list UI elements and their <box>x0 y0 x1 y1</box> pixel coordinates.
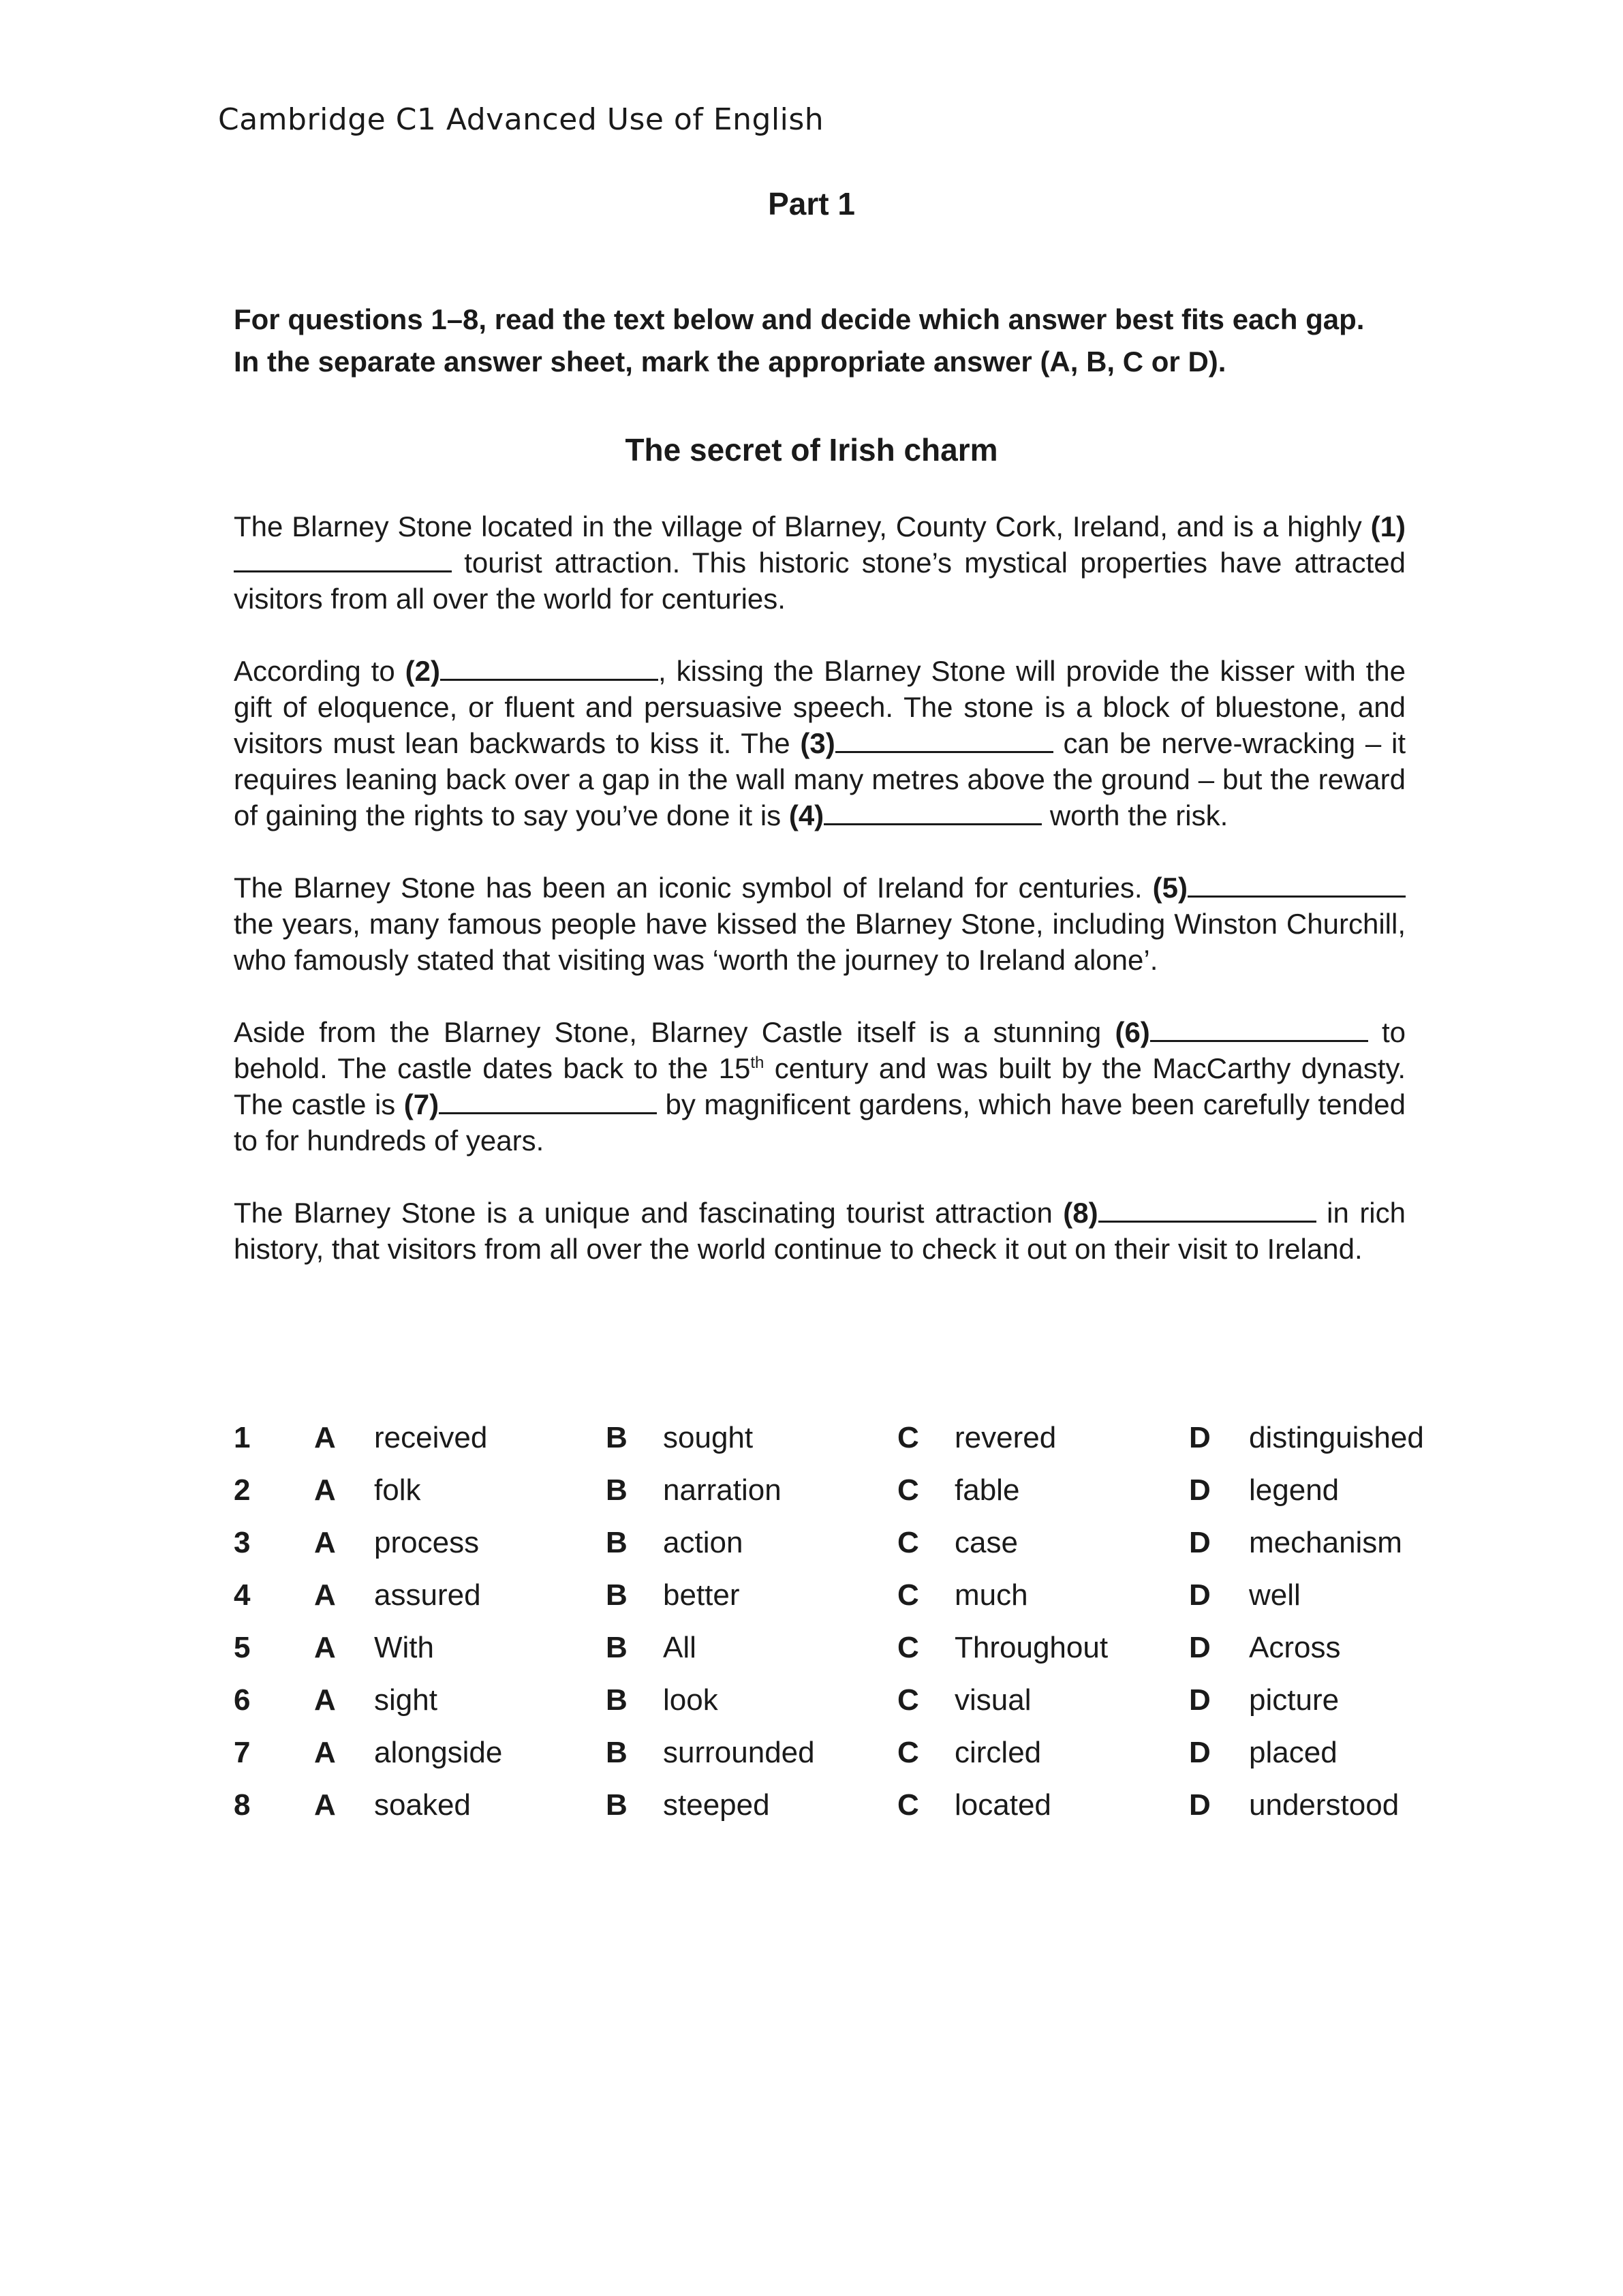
option-c: revered <box>955 1421 1057 1454</box>
gap-1-label: (1) <box>1370 510 1406 542</box>
option-letter-b: B <box>606 1473 628 1507</box>
option-a: sight <box>374 1683 437 1717</box>
option-c: case <box>955 1526 1018 1559</box>
option-a: folk <box>374 1473 421 1507</box>
option-letter-a: A <box>314 1473 336 1507</box>
option-letter-c: C <box>897 1631 919 1664</box>
option-letter-b: B <box>606 1788 628 1822</box>
gap-3-blank <box>835 731 1053 753</box>
instructions <box>234 299 1406 383</box>
paragraph-3: The Blarney Stone has been an iconic symbol of Ireland for centuries. (5) the years, many famous people have kissed the Blarney Stone, including Winston Churchill, who famously stated that visiting was ‘worth the journey to Ireland alone’. <box>234 872 1406 976</box>
gap-1-blank <box>234 550 452 572</box>
gap-2-label: (2) <box>405 655 440 687</box>
option-letter-d: D <box>1189 1683 1211 1717</box>
option-letter-a: A <box>314 1421 336 1454</box>
instructions-line-2: In the separate answer sheet, mark the appropriate answer (A, B, C or D). <box>234 346 1226 378</box>
option-letter-d: D <box>1189 1788 1211 1822</box>
option-letter-c: C <box>897 1736 919 1769</box>
option-d: legend <box>1249 1473 1340 1507</box>
option-b: sought <box>663 1421 754 1454</box>
question-number: 3 <box>234 1526 251 1559</box>
option-letter-d: D <box>1189 1421 1211 1454</box>
paragraph-1: The Blarney Stone located in the village of Blarney, County Cork, Ireland, and is a highly (1) tourist attraction. This historic stone’s mystical properties have attracted visitors from all over the world for centuries. <box>234 510 1406 615</box>
option-letter-d: D <box>1189 1578 1211 1612</box>
option-c: circled <box>955 1736 1042 1769</box>
option-b: steeped <box>663 1788 770 1822</box>
option-c: located <box>955 1788 1051 1822</box>
question-number: 4 <box>234 1578 251 1612</box>
option-a: received <box>374 1421 488 1454</box>
gap-2-blank <box>440 658 658 681</box>
option-letter-c: C <box>897 1683 919 1717</box>
question-number: 8 <box>234 1788 251 1822</box>
instructions-line-1: For questions 1–8, read the text below and decide which answer best fits each gap. <box>234 303 1365 335</box>
question-number: 6 <box>234 1683 251 1717</box>
option-letter-b: B <box>606 1683 628 1717</box>
option-d: well <box>1249 1578 1301 1612</box>
gap-6-blank <box>1150 1020 1368 1042</box>
paragraph-2: According to (2) , kissing the Blarney Stone will provide the kisser with the gift of eloquence, or fluent and persuasive speech. The stone is a block of bluestone, and visitors must lean backwards to kiss it. The (3) can be nerve-wracking – it requires leaning back over a gap in the wall many metres above the ground – but the reward of gaining the rights to say you’ve done it is (4) worth the risk. <box>234 655 1406 831</box>
option-letter-c: C <box>897 1473 919 1507</box>
question-number: 5 <box>234 1631 251 1664</box>
option-a: process <box>374 1526 480 1559</box>
gap-8-blank <box>1098 1200 1316 1223</box>
gap-8-label: (8) <box>1063 1197 1098 1229</box>
option-letter-b: B <box>606 1421 628 1454</box>
option-d: placed <box>1249 1736 1338 1769</box>
option-c: visual <box>955 1683 1032 1717</box>
gap-7-label: (7) <box>403 1088 439 1120</box>
option-d: mechanism <box>1249 1526 1402 1559</box>
passage <box>234 508 1406 1303</box>
paragraph-5: The Blarney Stone is a unique and fascinating tourist attraction (8) in rich history, that visitors from all over the world continue to check it out on their visit to Ireland. <box>234 1197 1406 1265</box>
option-c: Throughout <box>955 1631 1109 1664</box>
gap-6-label: (6) <box>1115 1016 1150 1048</box>
option-c: much <box>955 1578 1028 1612</box>
option-b: better <box>663 1578 740 1612</box>
option-letter-b: B <box>606 1578 628 1612</box>
option-letter-d: D <box>1189 1473 1211 1507</box>
option-d: Across <box>1249 1631 1341 1664</box>
option-letter-b: B <box>606 1736 628 1769</box>
option-letter-c: C <box>897 1578 919 1612</box>
option-b: action <box>663 1526 743 1559</box>
option-c: fable <box>955 1473 1020 1507</box>
gap-5-blank <box>1188 875 1406 898</box>
option-letter-d: D <box>1189 1526 1211 1559</box>
option-letter-b: B <box>606 1526 628 1559</box>
gap-7-blank <box>439 1092 657 1114</box>
option-d: distinguished <box>1249 1421 1424 1454</box>
option-letter-a: A <box>314 1736 336 1769</box>
option-b: All <box>663 1631 696 1664</box>
gap-5-label: (5) <box>1152 872 1188 904</box>
option-b: look <box>663 1683 718 1717</box>
option-a: alongside <box>374 1736 503 1769</box>
gap-4-label: (4) <box>788 799 824 831</box>
option-letter-c: C <box>897 1526 919 1559</box>
option-letter-a: A <box>314 1526 336 1559</box>
option-a: With <box>374 1631 434 1664</box>
text-title: The secret of Irish charm <box>625 432 998 468</box>
option-a: assured <box>374 1578 481 1612</box>
option-d: understood <box>1249 1788 1400 1822</box>
option-letter-a: A <box>314 1683 336 1717</box>
option-b: narration <box>663 1473 782 1507</box>
exam-title: Cambridge C1 Advanced Use of English <box>218 102 824 137</box>
paragraph-4: Aside from the Blarney Stone, Blarney Castle itself is a stunning (6) to behold. The castle dates back to the 15th century and was built by the MacCarthy dynasty. The castle is (7) by magnificent gardens, which have been carefully tended to for hundreds of years. <box>234 1016 1406 1157</box>
option-letter-d: D <box>1189 1631 1211 1664</box>
question-number: 1 <box>234 1421 251 1454</box>
ordinal-suffix: th <box>750 1054 764 1072</box>
gap-4-blank <box>824 803 1042 825</box>
option-letter-a: A <box>314 1578 336 1612</box>
option-d: picture <box>1249 1683 1340 1717</box>
option-letter-c: C <box>897 1788 919 1822</box>
option-letter-d: D <box>1189 1736 1211 1769</box>
part-title: Part 1 <box>768 186 855 221</box>
question-number: 7 <box>234 1736 251 1769</box>
option-letter-a: A <box>314 1788 336 1822</box>
question-number: 2 <box>234 1473 251 1507</box>
option-letter-c: C <box>897 1421 919 1454</box>
option-letter-b: B <box>606 1631 628 1664</box>
option-b: surrounded <box>663 1736 815 1769</box>
option-letter-a: A <box>314 1631 336 1664</box>
option-a: soaked <box>374 1788 471 1822</box>
gap-3-label: (3) <box>800 727 835 759</box>
